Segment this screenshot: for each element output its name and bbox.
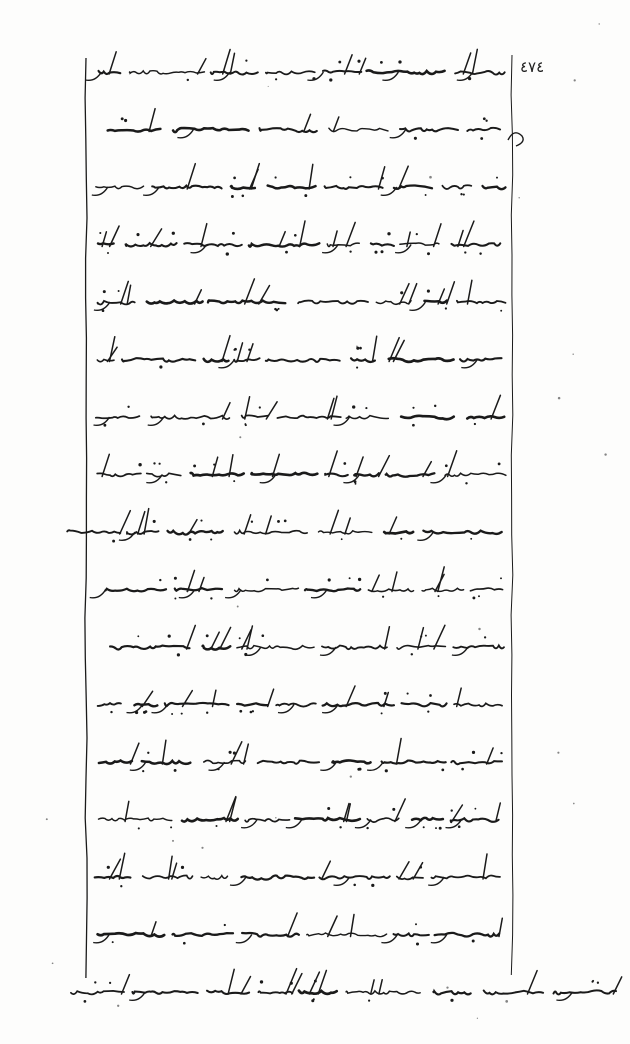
handwritten-line: [92, 164, 506, 198]
handwritten-line: [98, 686, 502, 715]
handwritten-line: [71, 969, 622, 1003]
margin-scribble: [508, 133, 523, 146]
handwritten-line: [85, 49, 504, 81]
handwritten-line: [95, 853, 500, 887]
page-number: ٤٧٤: [520, 58, 545, 76]
handwritten-line: [94, 279, 506, 312]
handwritten-line: [93, 913, 502, 946]
handwritten-line: [108, 109, 500, 140]
right-margin-rule: [511, 55, 513, 975]
left-margin-rule: [85, 58, 87, 978]
handwritten-line: [97, 451, 506, 485]
handwritten-line: [98, 221, 500, 256]
handwritten-line: [90, 567, 503, 600]
handwritten-line: [99, 797, 501, 830]
handwritten-text-block: [67, 49, 622, 1002]
margin-rules: [85, 55, 513, 978]
handwritten-line: [110, 625, 504, 656]
handwritten-line: [97, 336, 501, 369]
handwritten-line: [99, 739, 503, 773]
handwritten-line: [67, 509, 502, 543]
handwritten-line: [94, 395, 505, 426]
